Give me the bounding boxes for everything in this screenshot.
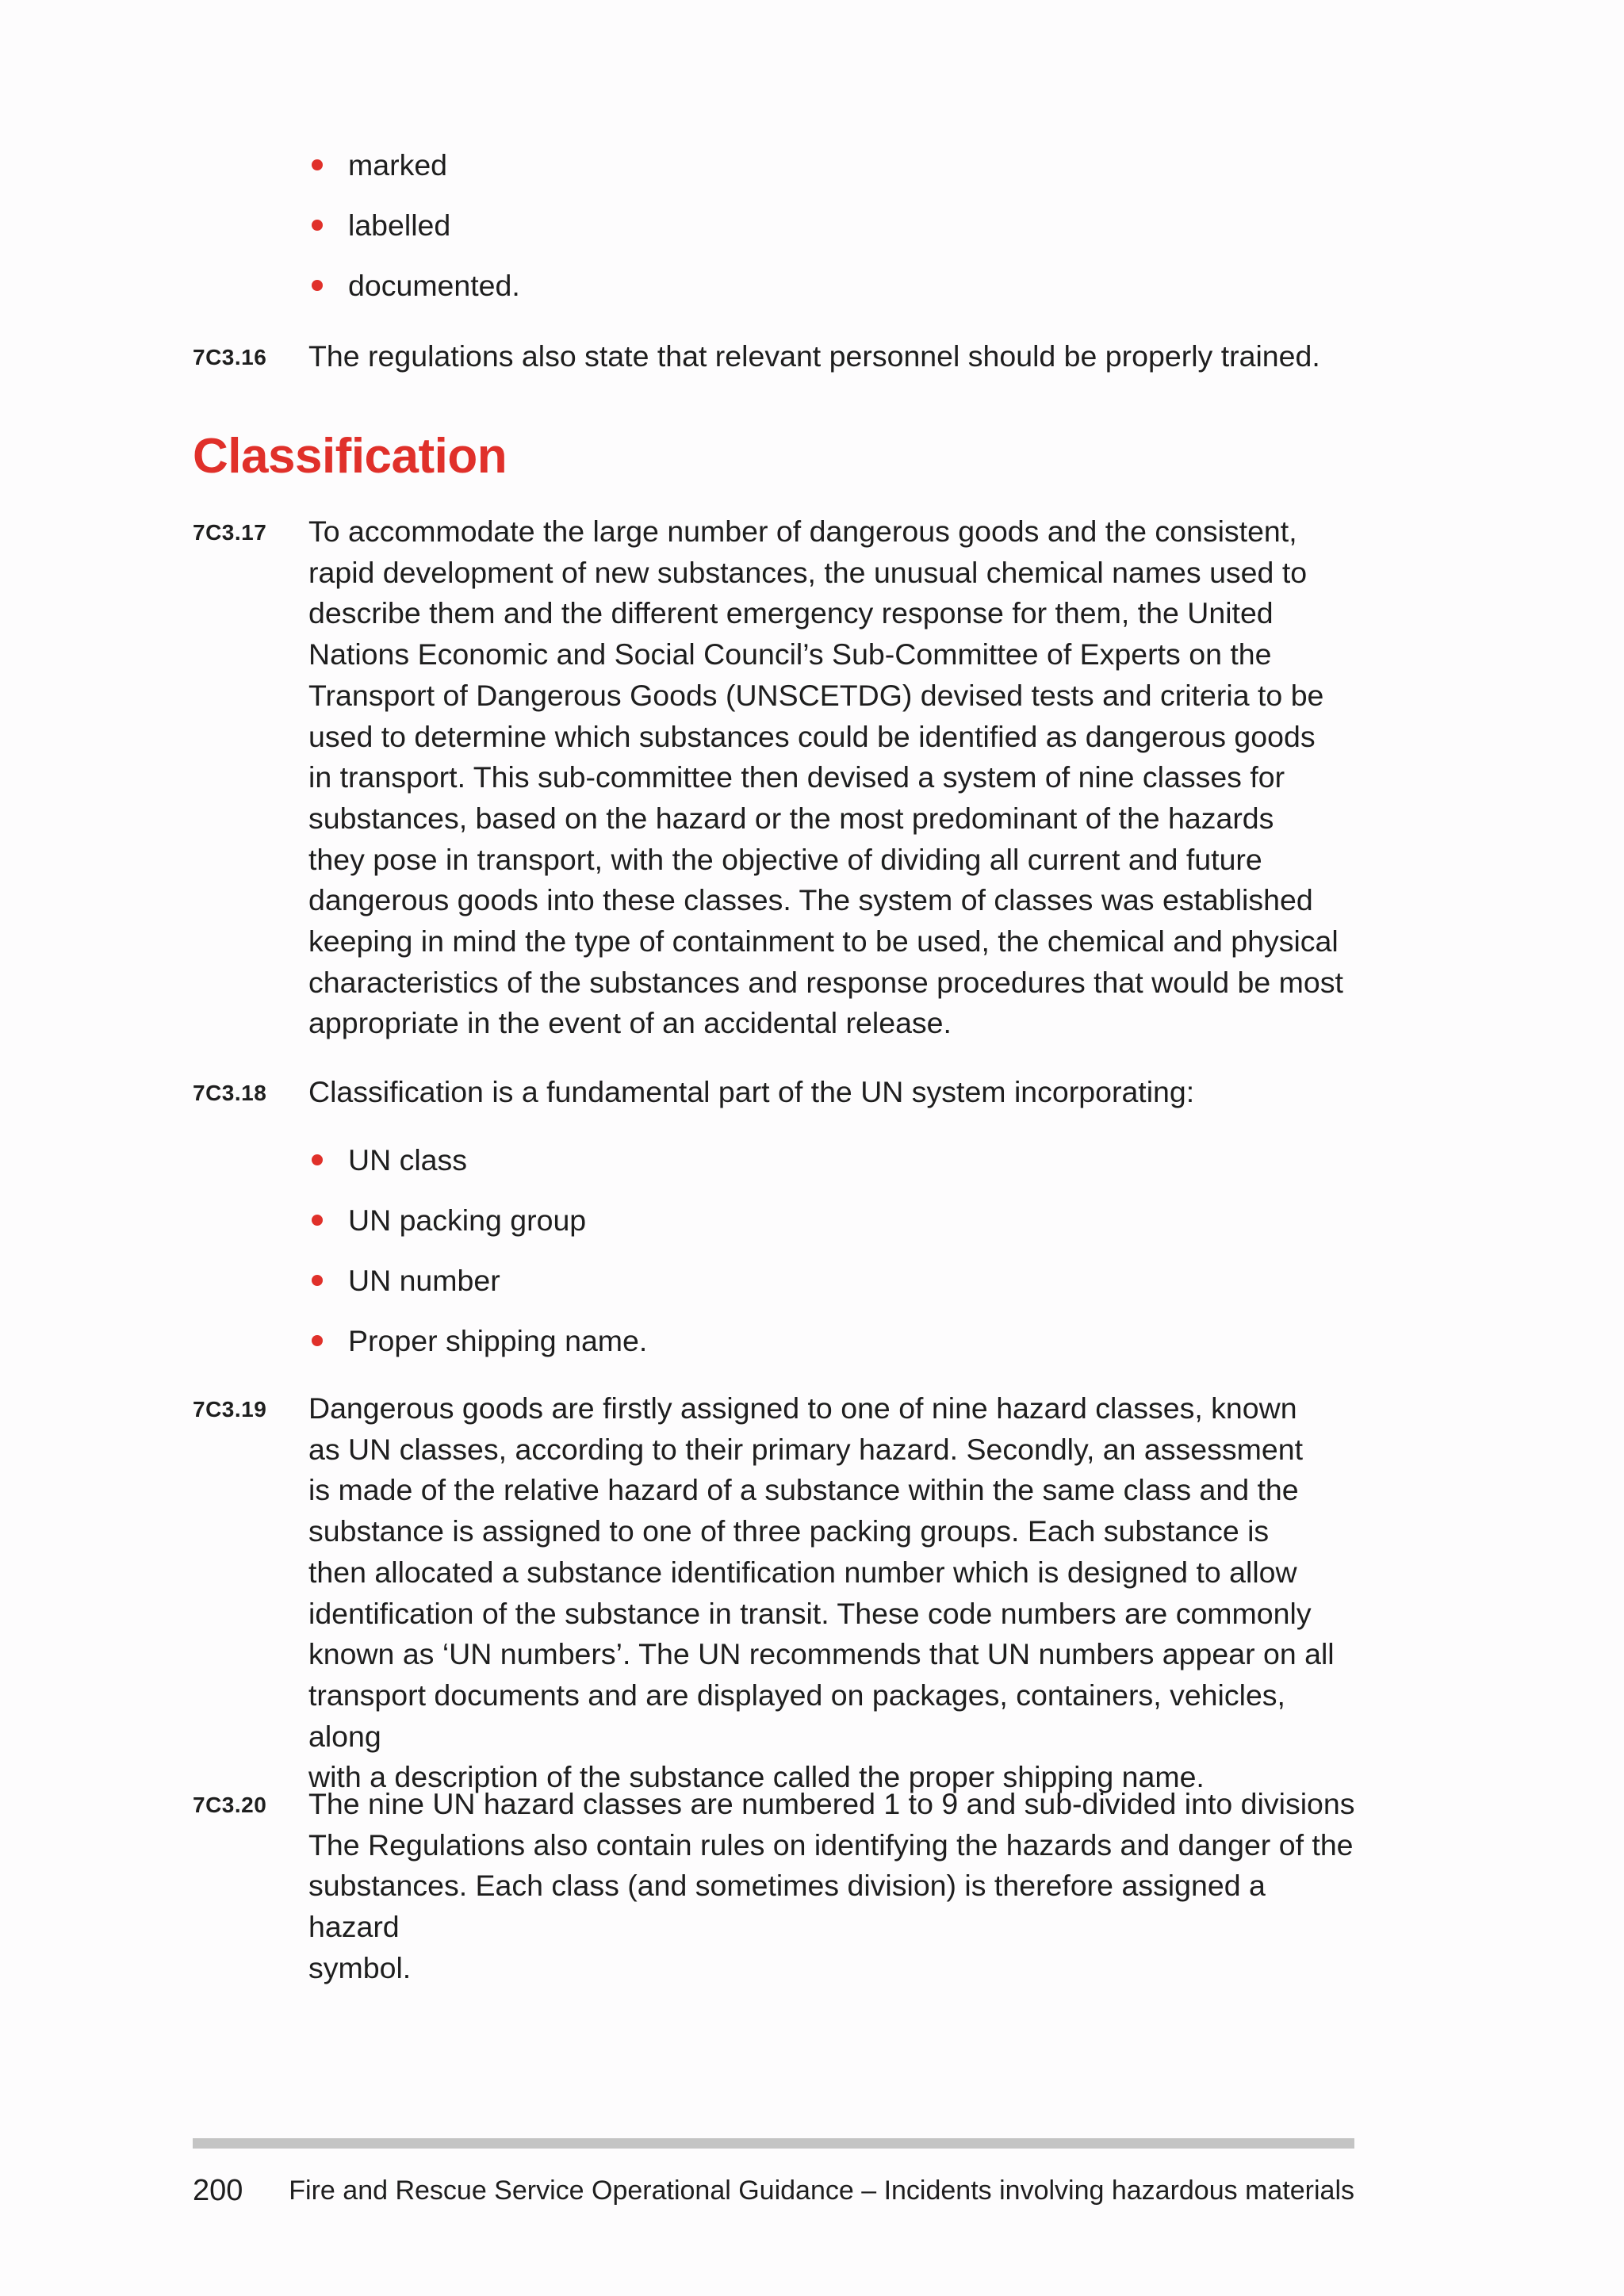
paragraph-text: The nine UN hazard classes are numbered 1 to 9 and sub-divided into divisions The Regulations also contain rules on identifying the hazards and danger of the substances. Each class (and sometimes division) is therefore assigned a hazard symbol. <box>308 1787 1355 1984</box>
bullet-icon <box>312 1154 323 1165</box>
bullet-icon <box>312 1275 323 1286</box>
list-item: UN number <box>308 1261 647 1322</box>
paragraph-text: Classification is a fundamental part of the UN system incorporating: <box>308 1075 1195 1108</box>
paragraph-text: To accommodate the large number of dangerous goods and the consistent, rapid development of new substances, the unusual chemical names used to describe them and the different emergency response for them, the United Nations Economic and Social Council’s Sub-Committee of Experts on the Transport of Dangerous Goods (UNSCETDG) devised tests and criteria to be used to determine which substances could be identified as dangerous goods in transport. This sub-committee then devised a system of nine classes for substances, based on the hazard or the most predominant of the hazards they pose in transport, with the objective of dividing all current and future dangerous goods into these classes. The system of classes was established keeping in mind the type of containment to be used, the chemical and physical characteristics of the substances and response procedures that would be most appropriate in the event of an accidental release. <box>308 515 1343 1040</box>
paragraph-number: 7C3.18 <box>193 1081 267 1105</box>
section-heading: Classification <box>193 429 508 484</box>
paragraph-text: The regulations also state that relevant personnel should be properly trained. <box>308 339 1320 373</box>
page-number: 200 <box>193 2174 243 2207</box>
paragraph-text: Dangerous goods are firstly assigned to one of nine hazard classes, known as UN classes, according to their primary hazard. Secondly, an assessment is made of the relative hazard of a substance within the same class and the substance is assigned to one of three packing groups. Each substance is then allocated a substance identification number which is designed to allow identification of the substance in transit. These code numbers are commonly known as ‘UN numbers’. The UN recommends that UN numbers appear on all transport documents and are displayed on packages, containers, vehicles, along with a description of the substance called the proper shipping name. <box>308 1391 1335 1794</box>
bullet-icon <box>312 280 323 291</box>
bullet-icon <box>312 159 323 170</box>
classification-bullet-list <box>308 1141 647 1382</box>
list-item: UN class <box>308 1141 647 1201</box>
bullet-icon <box>312 1215 323 1226</box>
paragraph-number: 7C3.19 <box>193 1397 267 1422</box>
list-item: marked <box>308 146 520 206</box>
paragraph-number: 7C3.17 <box>193 520 267 545</box>
bullet-icon <box>312 220 323 231</box>
paragraph-number: 7C3.20 <box>193 1793 267 1817</box>
footer-divider <box>193 2138 1354 2149</box>
list-item: UN packing group <box>308 1201 647 1261</box>
bullet-icon <box>312 1335 323 1346</box>
document-title: Fire and Rescue Service Operational Guidance – Incidents involving hazardous materials <box>289 2175 1354 2206</box>
top-bullet-list <box>308 146 520 327</box>
list-item: Proper shipping name. <box>308 1322 647 1382</box>
list-item: documented. <box>308 266 520 327</box>
page-footer <box>193 2171 1354 2211</box>
paragraph-number: 7C3.16 <box>193 345 267 369</box>
list-item: labelled <box>308 206 520 266</box>
